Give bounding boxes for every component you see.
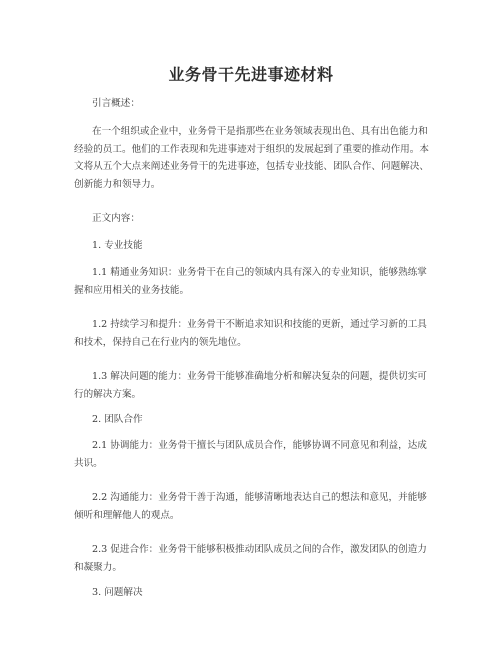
section-item: 1.1 精通业务知识：业务骨干在自己的领域内具有深入的专业知识，能够熟练掌握和应用相关的业务技能。 — [74, 267, 427, 296]
section-heading: 1. 专业技能 — [92, 240, 143, 251]
section-item: 2.2 沟通能力：业务骨干善于沟通，能够清晰地表达自己的想法和意见，并能够倾听和理解他人的观点。 — [74, 492, 427, 521]
document-title: 业务骨干先进事迹材料 — [168, 65, 334, 84]
intro-heading: 引言概述： — [92, 98, 140, 109]
body-heading: 正文内容： — [92, 213, 140, 224]
section-item: 2.1 协调能力：业务骨干擅长与团队成员合作，能够协调不同意见和利益，达成共识。 — [74, 440, 427, 469]
section-item: 1.3 解决问题的能力：业务骨干能够准确地分析和解决复杂的问题，提供切实可行的解决方案。 — [74, 371, 427, 400]
section-heading: 3. 问题解决 — [92, 587, 143, 598]
section-item: 2.3 促进合作：业务骨干能够积极推动团队成员之间的合作，激发团队的创造力和凝聚力。 — [74, 544, 427, 573]
section-heading: 2. 团队合作 — [92, 414, 143, 425]
section-item: 1.2 持续学习和提升：业务骨干不断追求知识和技能的更新，通过学习新的工具和技术，保持自己在行业内的领先地位。 — [74, 319, 427, 348]
intro-paragraph: 在一个组织或企业中，业务骨干是指那些在业务领域表现出色、具有出色能力和经验的员工。他们的工作表现和先进事迹对于组织的发展起到了重要的推动作用。本文将从五个大点来阐述业务骨干的先进事迹，包括专业技能、团队合作、问题解决、创新能力和领导力。 — [74, 126, 429, 190]
